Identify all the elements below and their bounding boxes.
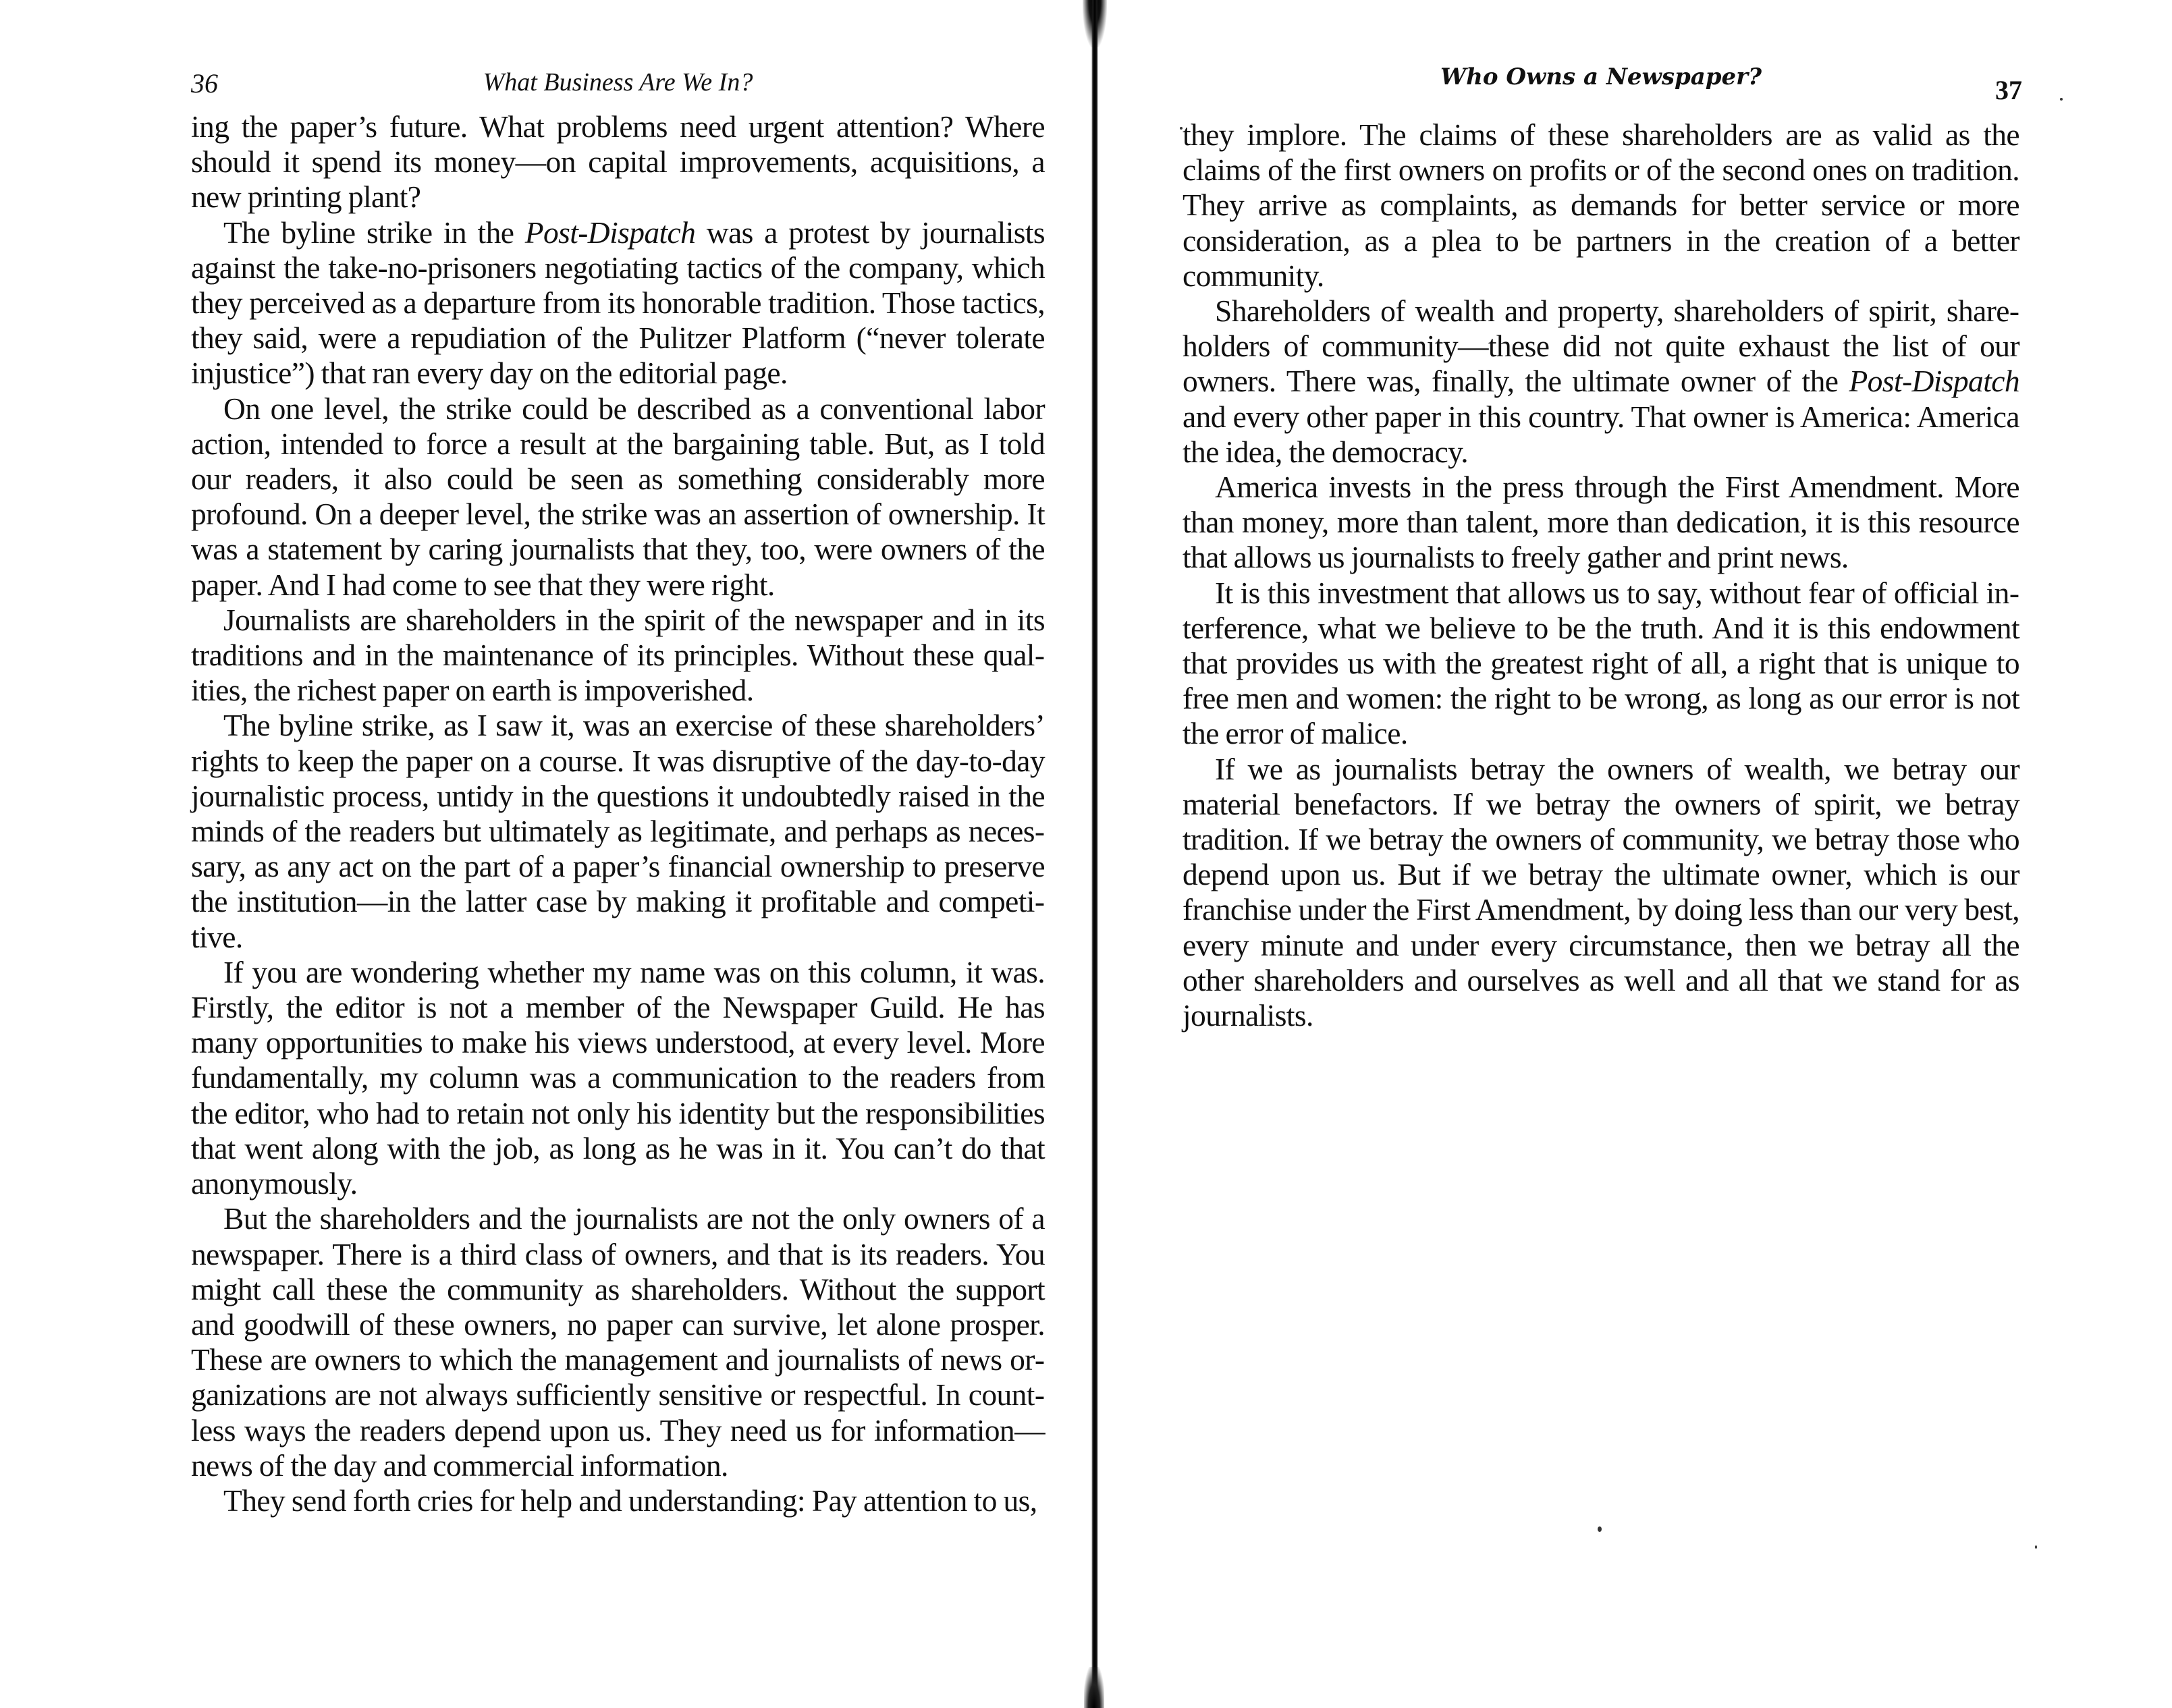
italic-title: Post-Dispatch [1849, 364, 2019, 399]
scan-speck [1598, 1526, 1602, 1532]
text-run: America invests in the press through the First Amendment. More than money, more than talent, more than dedication, it is this resource that allows us journalists to freely gather and print news. [1183, 470, 2019, 575]
text-run: The byline strike, as I saw it, was an exercise of these shareholders’ rights to keep the paper on a course. It was disruptive of the day-to-day journalistic process, untidy in the questions it undoubtedly raised in the minds of the readers but ultimately as legitimate, and perhaps as necessary, as any act on the part of a paper’s financial ownership to preserve the institution—in the latter case by making it profitable and competitive. [191, 708, 1045, 954]
paragraph-continued [191, 109, 1045, 215]
text-run: Shareholders of wealth and property, shareholders of spirit, shareholders of community—these did not quite exhaust the list of our owners. There was, finally, the ultimate owner of the [1183, 294, 2019, 399]
italic-title: Post-Dispatch [524, 215, 696, 250]
spine-shadow-bottom [1084, 1667, 1104, 1708]
paragraph [1183, 294, 2019, 470]
paragraph [1183, 752, 2019, 1034]
text-run: But the shareholders and the journalists are not the only owners of a newspaper. There is a third class of owners, and that is its readers. You might call these the community as shareholders. Without the support and goodwill of these owners, no paper can survive, let alone prosper. These are owners to which the management and journalists of news organizations are not always sufficiently sensitive or respectful. In countless ways the readers depend upon us. They need us for information—news of the day and commercial information. [191, 1201, 1045, 1483]
paragraph [191, 603, 1045, 709]
left-page [191, 0, 1045, 1518]
text-run: ing the paper’s future. What problems need urgent attention? Where should it spend its money—on capital improvements, acquisitions, a new printing plant? [191, 109, 1045, 215]
text-run: It is this investment that allows us to say, without fear of official interference, what we believe to be the truth. And it is this endowment that provides us with the greatest right of all, a right that is unique to free men and women: the right to be wrong, as long as our error is not the error of malice. [1183, 575, 2019, 751]
text-run: If we as journalists betray the owners of wealth, we betray our material benefactors. If we betray the owners of spirit, we betray tradition. If we betray the owners of community, we betray those who depend upon us. But if we betray the ultimate owner, which is our franchise under the First Amendment, by doing less than our very best, every minute and under every circumstance, then we betray all the other shareholders and ourselves as well and all that we stand for as journalists. [1183, 751, 2019, 1033]
right-running-head [1183, 62, 2022, 109]
paragraph [191, 391, 1045, 603]
text-run: They send forth cries for help and understanding: Pay attention to us, [223, 1483, 1037, 1518]
book-spine-gutter [1091, 0, 1098, 1708]
text-run: If you are wondering whether my name was on this column, it was. Firstly, the editor is not a member of the Newspaper Guild. He has many opportunities to make his views understood, at every level. More fundamentally, my column was a communication to the readers from the editor, who had to retain not only his identity but the responsibilities that went along with the job, as long as he was in it. You can’t do that anonymously. [191, 954, 1045, 1201]
page-number: 36 [191, 68, 218, 99]
text-run: On one level, the strike could be described as a conventional labor action, intended to force a result at the bargaining table. But, as I told our readers, it also could be seen as something considerably more profound. On a deeper level, the strike was an assertion of ownership. It was a statement by caring journalists that they, too, were owners of the paper. And I had come to see that they were right. [191, 391, 1045, 602]
paragraph-continued [1183, 117, 2019, 294]
running-head-title: What Business Are We In? [483, 68, 753, 97]
running-head-title: Who Owns a Newspaper? [1440, 63, 1762, 90]
left-running-head [191, 62, 1045, 109]
right-page [1183, 0, 2022, 1033]
text-run: they implore. The claims of these shareholders are as valid as the claims of the first owners on profits or of the second ones on tradition. They arrive as complaints, as demands for better service or more consideration, as a plea to be partners in the creation of a better community. [1183, 117, 2019, 293]
text-run: Journalists are shareholders in the spirit of the newspaper and in its traditions and in the maintenance of its principles. Without these qualities, the richest paper on earth is impoverished. [191, 602, 1045, 708]
scan-speck [2060, 98, 2063, 101]
scan-speck [1180, 127, 1183, 130]
page-number: 37 [1995, 75, 2022, 105]
right-page-body [1183, 117, 2019, 1033]
paragraph [191, 1201, 1045, 1483]
paragraph [191, 708, 1045, 954]
paragraph [191, 955, 1045, 1201]
paragraph [191, 1483, 1045, 1518]
paragraph [1183, 470, 2019, 576]
paragraph [1183, 576, 2019, 752]
scan-speck [2035, 1545, 2037, 1549]
text-run: and every other paper in this country. That owner is America: America the idea, the democracy. [1183, 399, 2019, 469]
left-page-body [191, 109, 1045, 1518]
text-run: The byline strike in the [223, 215, 525, 250]
text-run: was a protest by journalists against the take-no-prisoners negotiating tactics of the company, which they perceived as a departure from its honorable tradition. Those tactics, they said, were a repudiation of the Pulitzer Platform (“never tolerate injustice”) that ran every day on the editorial page. [191, 215, 1046, 391]
paragraph [191, 215, 1045, 391]
